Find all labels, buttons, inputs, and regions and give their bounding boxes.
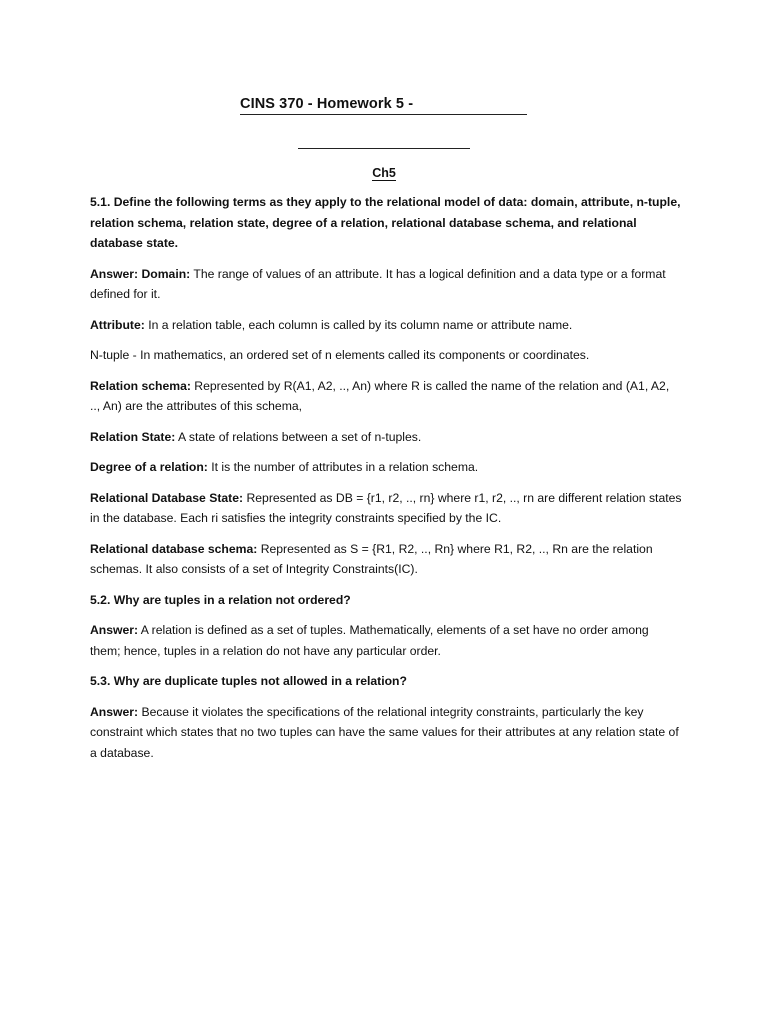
answer-text: A relation is defined as a set of tuples. Mathematically, elements of a set have no order among them; hence, tuples in a relation do not have any particular order.	[90, 623, 649, 658]
title-line	[240, 94, 527, 115]
term-text: Represented as S = {R1, R2, .., Rn} where R1, R2, .., Rn are the relation schemas. It also consists of a set of Integrity Constraints(IC).	[90, 541, 653, 576]
answer-domain	[90, 264, 682, 305]
answer-db-state	[90, 488, 682, 529]
answer-attribute	[90, 315, 682, 336]
answer-text: Because it violates the specifications of the relational integrity constraints, particularly the key constraint which states that no two tuples can have the same values for their attributes at any relation state of a database.	[90, 704, 679, 760]
term-label: Answer: Domain:	[90, 266, 191, 281]
term-text: Represented as DB = {r1, r2, .., rn} where r1, r2, .., rn are different relation states in the database. Each ri satisfies the integrity constraints specified by the IC.	[90, 490, 682, 525]
answer-label: Answer:	[90, 704, 139, 719]
answer-5-3	[90, 702, 682, 764]
term-text: Represented by R(A1, A2, .., An) where R is called the name of the relation and (A1, A2, .., An) are the attributes of this schema,	[90, 378, 670, 413]
chapter-heading	[0, 164, 768, 182]
question-5-3: 5.3. Why are duplicate tuples not allowed in a relation?	[90, 674, 407, 688]
answer-relation-schema	[90, 376, 682, 417]
answer-relation-state	[90, 427, 682, 448]
term-text: The range of values of an attribute. It has a logical definition and a data type or a format defined for it.	[90, 266, 666, 301]
answer-n-tuple	[90, 345, 682, 366]
term-text: N-tuple - In mathematics, an ordered set of n elements called its components or coordinates.	[90, 348, 590, 362]
term-text: It is the number of attributes in a relation schema.	[207, 460, 479, 474]
answer-label: Answer:	[90, 623, 139, 637]
question-5-2: 5.2. Why are tuples in a relation not ordered?	[90, 592, 351, 607]
question-5-1: 5.1. Define the following terms as they apply to the relational model of data: domain, attribute, n-tuple, relation schema, relation state, degree of a relation, relational database schema, and relational database state.	[90, 195, 681, 250]
term-label: Attribute:	[90, 317, 145, 332]
term-label: Degree of a relation:	[90, 460, 208, 474]
answer-degree	[90, 457, 682, 478]
term-text: A state of relations between a set of n-tuples.	[175, 429, 422, 444]
chapter-label: Ch5	[372, 166, 396, 180]
answer-5-2	[90, 620, 682, 661]
page-title: CINS 370 - Homework 5 -	[240, 96, 414, 112]
document-body	[90, 192, 682, 773]
term-label: Relational Database State:	[90, 490, 244, 505]
answer-db-schema	[90, 539, 682, 580]
term-label: Relational database schema:	[90, 541, 258, 556]
name-blank-line	[298, 148, 470, 149]
term-label: Relation State:	[90, 429, 176, 444]
term-label: Relation schema:	[90, 378, 191, 393]
term-text: In a relation table, each column is called by its column name or attribute name.	[144, 317, 573, 332]
